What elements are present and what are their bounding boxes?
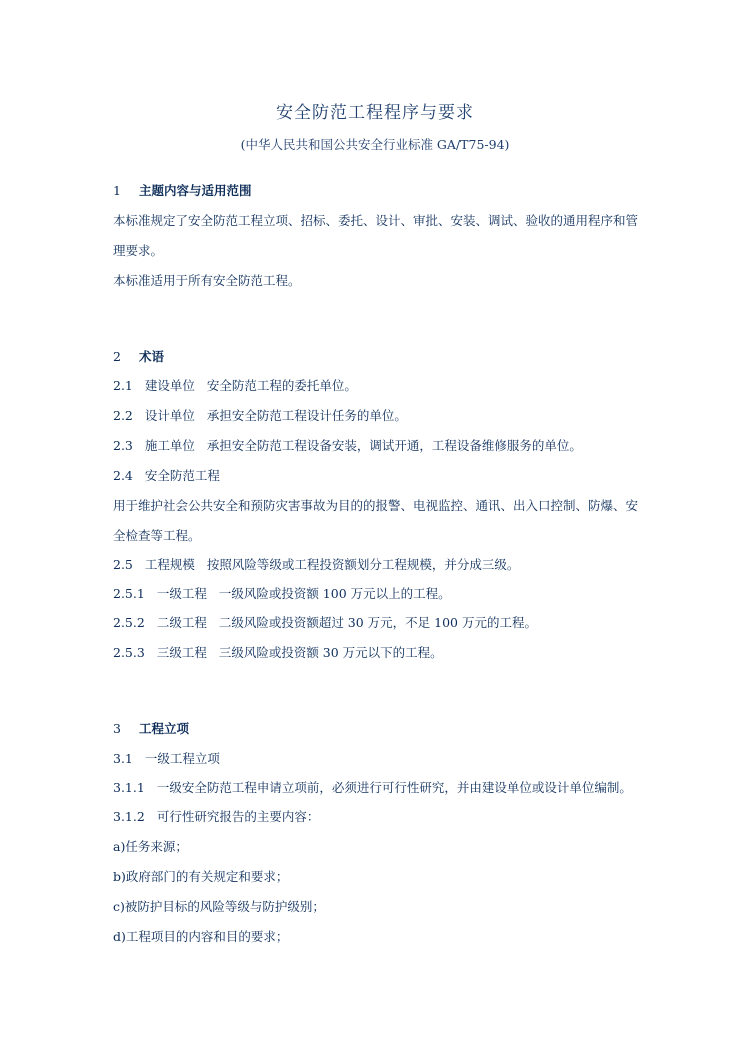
section-title: 主题内容与适用范围 <box>139 183 252 198</box>
term-definition: 用于维护社会公共安全和预防灾害事故为目的的报警、电视监控、通讯、出入口控制、防爆、安 <box>113 498 639 513</box>
term-item <box>113 437 673 455</box>
item-number: 2.2 <box>113 408 133 423</box>
item-number: 2.5.3 <box>113 645 145 660</box>
list-item: a)任务来源； <box>113 839 188 854</box>
term-item <box>113 556 673 574</box>
term-name: 设计单位 <box>144 408 195 423</box>
clause-item <box>113 779 673 797</box>
section-number: 3 <box>113 721 121 736</box>
term-name: 施工单位 <box>144 438 195 453</box>
term-definition: 二级风险或投资额超过 30 万元，不足 100 万元的工程。 <box>218 615 537 630</box>
list-item: d)工程项目的内容和目的要求； <box>113 929 289 944</box>
clause-text: 一级工程立项 <box>144 751 220 766</box>
term-item <box>113 407 673 425</box>
item-number: 3.1.2 <box>113 809 145 824</box>
section-number: 2 <box>113 349 121 364</box>
term-name: 工程规模 <box>144 557 195 572</box>
section-number: 1 <box>113 183 121 198</box>
term-definition: 承担安全防范工程设备安装，调试开通，工程设备维修服务的单位。 <box>206 438 582 453</box>
paragraph-line: 本标准适用于所有安全防范工程。 <box>113 273 301 288</box>
term-name: 三级工程 <box>156 645 207 660</box>
clause-text: 可行性研究报告的主要内容： <box>156 809 320 824</box>
item-number: 3.1 <box>113 751 133 766</box>
term-definition: 安全防范工程的委托单位。 <box>206 378 357 393</box>
item-number: 2.1 <box>113 378 133 393</box>
item-number: 2.4 <box>113 468 133 483</box>
section-title: 工程立项 <box>139 721 190 736</box>
term-item <box>113 585 673 603</box>
clause-item <box>113 808 673 826</box>
section-3-heading <box>113 720 673 738</box>
document-title: 安全防范工程程序与要求 <box>276 103 474 123</box>
paragraph-line: 本标准规定了安全防范工程立项、招标、委托、设计、审批、安装、调试、验收的通用程序和管 <box>113 213 639 228</box>
paragraph-line: 理要求。 <box>113 243 164 258</box>
term-item <box>113 377 673 395</box>
term-name: 安全防范工程 <box>144 468 220 483</box>
section-2-heading <box>113 348 673 366</box>
item-number: 3.1.1 <box>113 780 145 795</box>
item-number: 2.5.2 <box>113 615 145 630</box>
item-number: 2.3 <box>113 438 133 453</box>
term-definition: 按照风险等级或工程投资额划分工程规模，并分成三级。 <box>206 557 520 572</box>
section-1-heading <box>113 182 673 200</box>
term-name: 二级工程 <box>156 615 207 630</box>
clause-text: 一级安全防范工程申请立项前，必须进行可行性研究，并由建设单位或设计单位编制。 <box>156 780 632 795</box>
term-item <box>113 467 673 485</box>
term-definition: 承担安全防范工程设计任务的单位。 <box>206 408 407 423</box>
term-item <box>113 614 673 632</box>
term-definition: 全检查等工程。 <box>113 528 201 543</box>
term-definition: 一级风险或投资额 100 万元以上的工程。 <box>218 586 451 601</box>
term-item <box>113 644 673 662</box>
term-definition: 三级风险或投资额 30 万元以下的工程。 <box>218 645 443 660</box>
item-number: 2.5.1 <box>113 586 145 601</box>
clause-item <box>113 750 673 768</box>
section-title: 术语 <box>139 349 165 364</box>
item-number: 2.5 <box>113 557 133 572</box>
term-name: 建设单位 <box>144 378 195 393</box>
list-item: b)政府部门的有关规定和要求； <box>113 869 289 884</box>
term-name: 一级工程 <box>156 586 207 601</box>
list-item: c)被防护目标的风险等级与防护级别； <box>113 899 325 914</box>
document-subtitle: (中华人民共和国公共安全行业标准 GA/T75-94) <box>240 137 510 152</box>
